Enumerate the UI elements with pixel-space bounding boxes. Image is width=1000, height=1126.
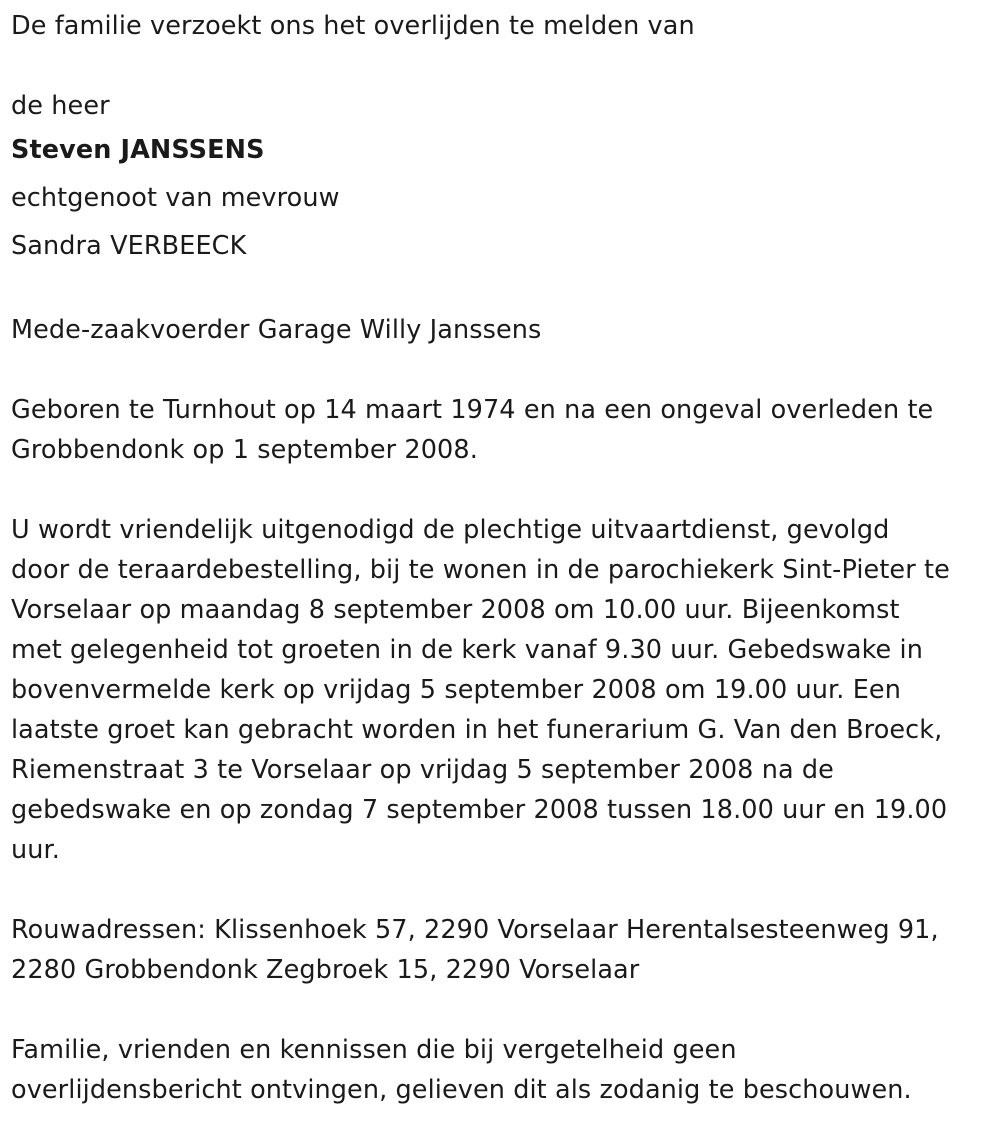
paragraph-line: uur. <box>11 835 60 865</box>
addresses-paragraph <box>11 910 996 990</box>
paragraph-line: laatste groet kan gebracht worden in het funerarium G. Van den Broeck, <box>11 715 943 745</box>
occupation: Mede-zaakvoerder Garage Willy Janssens <box>11 315 542 345</box>
deceased-name: Steven JANSSENS <box>11 135 265 165</box>
paragraph-line: overlijdensbericht ontvingen, gelieven dit als zodanig te beschouwen. <box>11 1075 912 1105</box>
paragraph-line: Vorselaar op maandag 8 september 2008 om 10.00 uur. Bijeenkomst <box>11 595 900 625</box>
paragraph-line: Familie, vrienden en kennissen die bij vergetelheid geen <box>11 1035 737 1065</box>
spacer <box>11 470 996 510</box>
paragraph-line: 2280 Grobbendonk Zegbroek 15, 2290 Vorselaar <box>11 955 640 985</box>
intro-text: De familie verzoekt ons het overlijden te melden van <box>11 11 695 41</box>
birth-death-paragraph <box>11 390 996 470</box>
paragraph-line: Geboren te Turnhout op 14 maart 1974 en na een ongeval overleden te <box>11 395 934 425</box>
paragraph-line: Riemenstraat 3 te Vorselaar op vrijdag 5 september 2008 na de <box>11 755 834 785</box>
paragraph-line: gebedswake en op zondag 7 september 2008 tussen 18.00 uur en 19.00 <box>11 795 948 825</box>
paragraph-line: Rouwadressen: Klissenhoek 57, 2290 Vorselaar Herentalsesteenweg 91, <box>11 915 939 945</box>
paragraph-line: door de teraardebestelling, bij te wonen in de parochiekerk Sint-Pieter te <box>11 555 950 585</box>
spacer <box>11 46 996 86</box>
closing-paragraph <box>11 1030 996 1110</box>
spacer <box>11 870 996 910</box>
paragraph-line: bovenvermelde kerk op vrijdag 5 september 2008 om 19.00 uur. Een <box>11 675 901 705</box>
death-announcement <box>11 6 996 1110</box>
paragraph-line: met gelegenheid tot groeten in de kerk vanaf 9.30 uur. Gebedswake in <box>11 635 923 665</box>
spouse-name: Sandra VERBEECK <box>11 231 247 261</box>
paragraph-line: U wordt vriendelijk uitgenodigd de plechtige uitvaartdienst, gevolgd <box>11 515 890 545</box>
ceremony-paragraph <box>11 510 996 870</box>
spacer <box>11 350 996 390</box>
spacer <box>11 990 996 1030</box>
spouse-relation: echtgenoot van mevrouw <box>11 183 340 213</box>
title-prefix: de heer <box>11 91 110 121</box>
paragraph-line: Grobbendonk op 1 september 2008. <box>11 435 478 465</box>
spacer <box>11 270 996 310</box>
